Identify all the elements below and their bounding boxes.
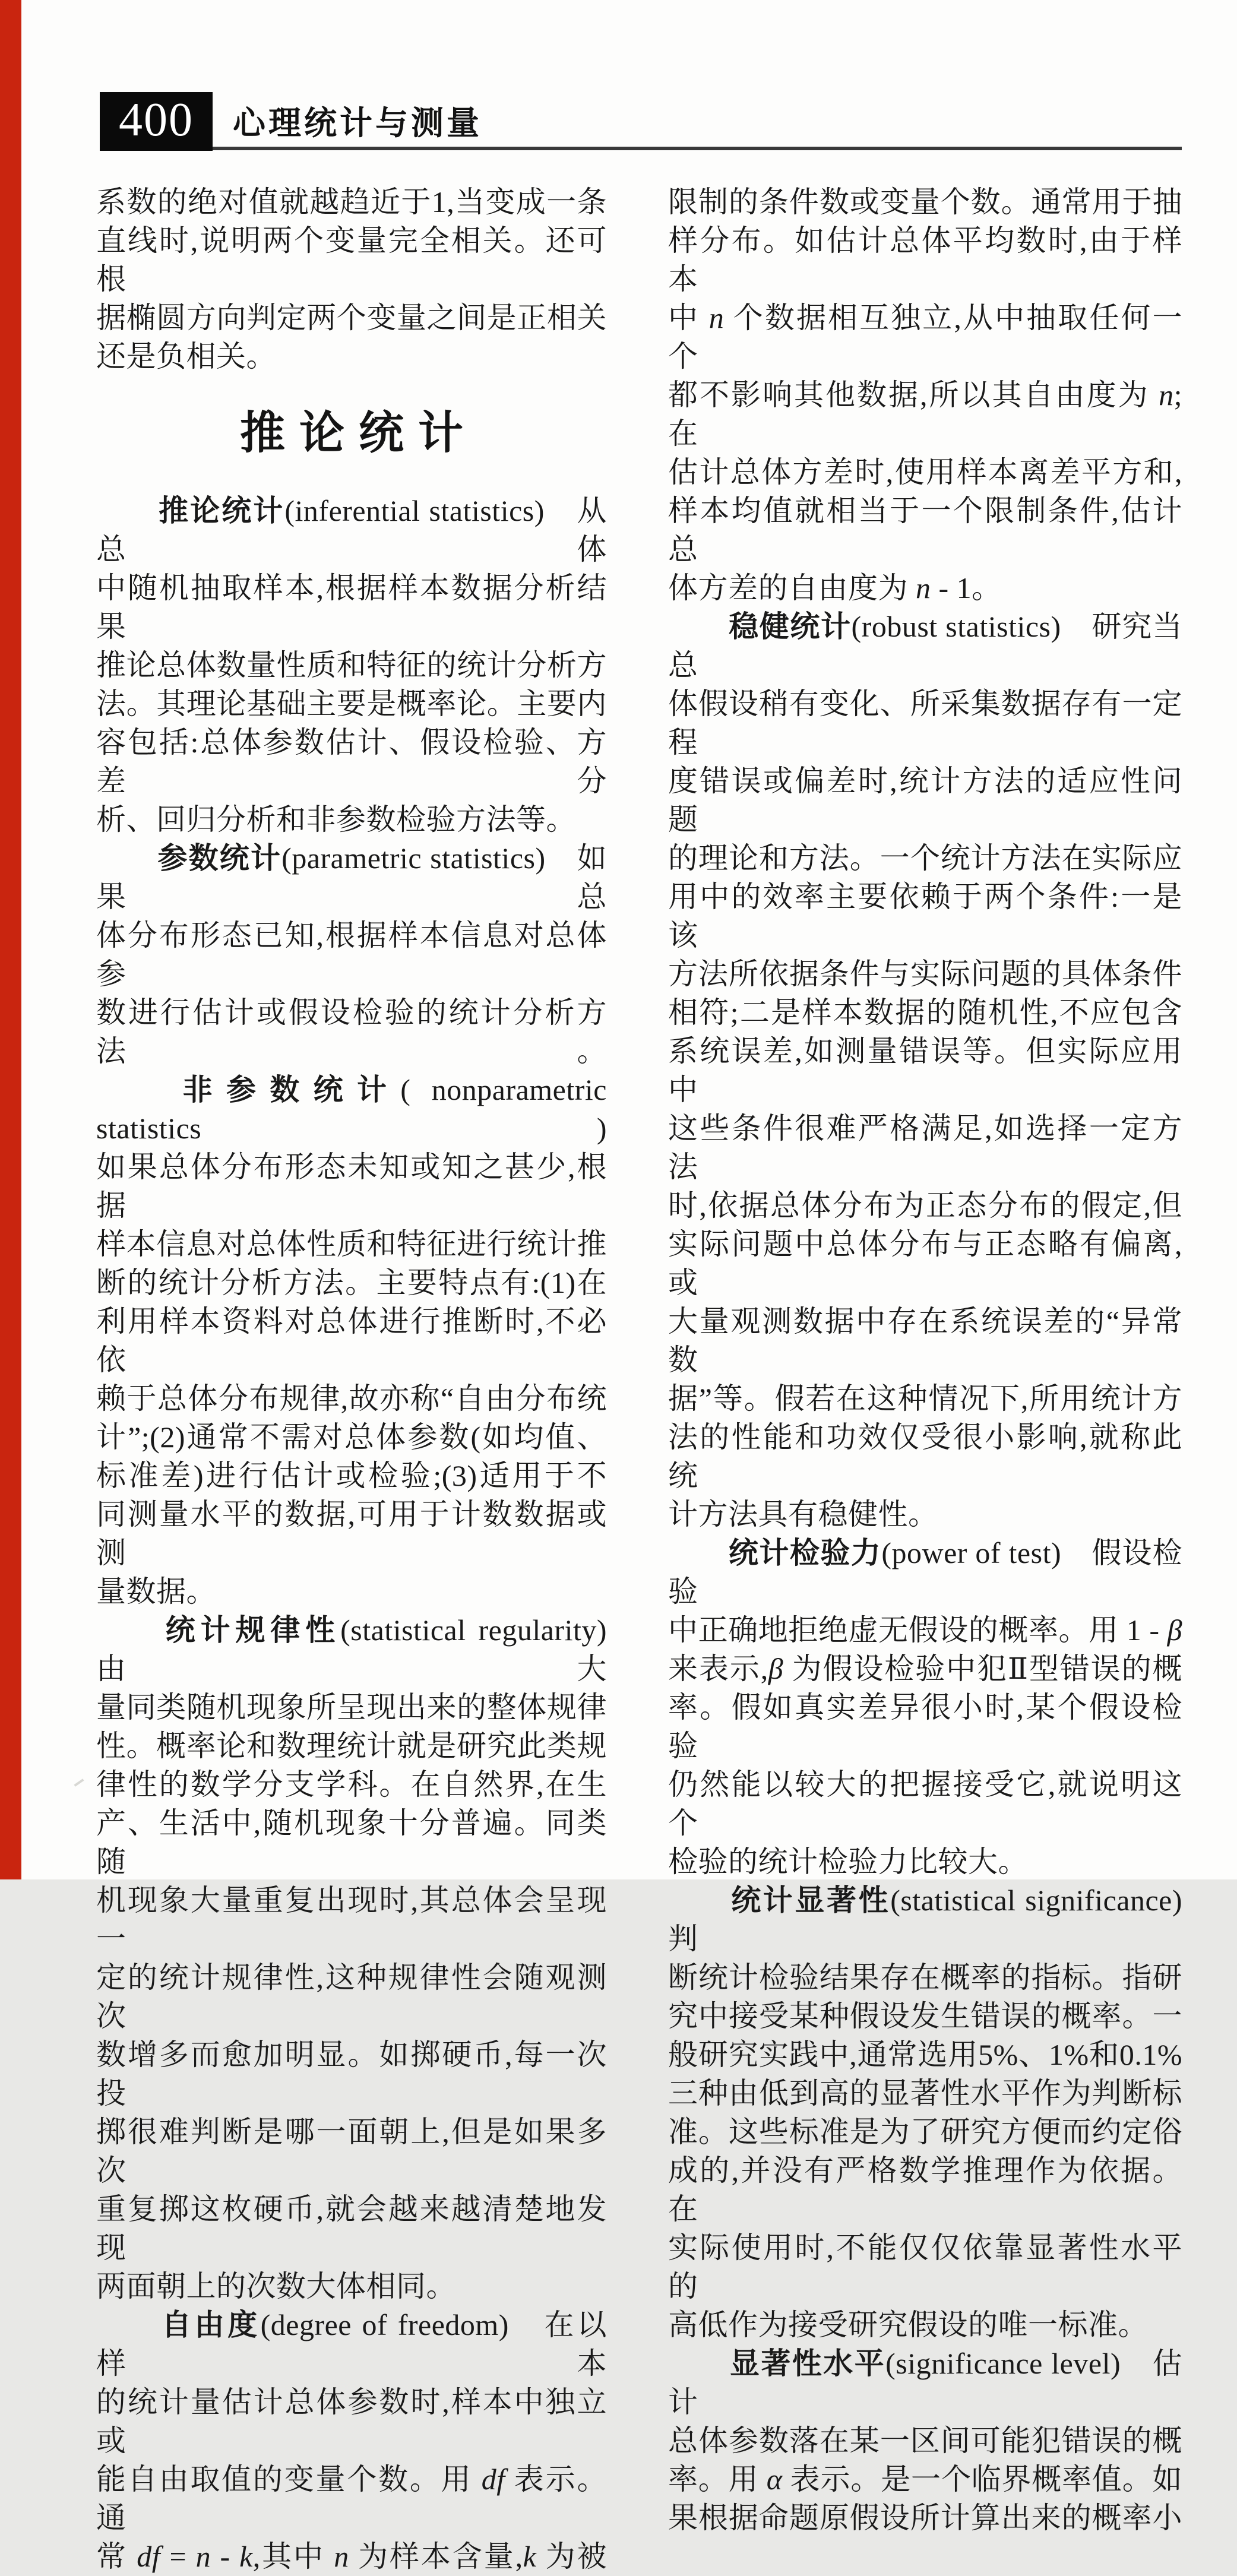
page-number: 400	[119, 94, 194, 146]
text-line: 计”;(2)通常不需对总体参数(如均值、	[96, 1420, 607, 1454]
text-line: 都不影响其他数据,所以其自由度为 n;在	[668, 378, 1182, 450]
text-line: 用中的效率主要依赖于两个条件:一是该	[668, 880, 1182, 952]
entry-term: 自由度	[162, 2308, 261, 2341]
text-line: 定的统计规律性,这种规律性会随观测次	[96, 1961, 607, 2033]
text-line: 率。用 α 表示。是一个临界概率值。如	[668, 2463, 1183, 2496]
text-line: 稳健统计(robust statistics) 研究当总	[668, 610, 1183, 682]
text-line: 中正确地拒绝虚无假设的概率。用 1 - β	[668, 1613, 1182, 1647]
text-line: 率。假如真实差异很小时,某个假设检验	[668, 1691, 1182, 1762]
text-line: 能自由取值的变量个数。用 df 表示。通	[96, 2463, 608, 2534]
text-line: 高低作为接受研究假设的唯一标准。	[668, 2308, 1148, 2341]
text-line: 显著性水平(significance level) 估计	[668, 2347, 1183, 2419]
page-number-badge	[100, 92, 213, 151]
text-line: 准。这些标准是为了研究方便而约定俗	[668, 2115, 1182, 2148]
text-line: 律性的数学分支学科。在自然界,在生	[96, 1768, 607, 1801]
text-line: 数增多而愈加明显。如掷硬币,每一次投	[96, 2038, 607, 2110]
text-line: 相符;二是样本数据的随机性,不应包含	[668, 996, 1182, 1029]
text-line: 析、回归分析和非参数检验方法等。	[96, 803, 576, 836]
entry-term: 显著性水平	[729, 2347, 886, 2380]
text-line: 般研究实践中,通常选用5%、1%和0.1%	[668, 2038, 1182, 2071]
text-line: 参数统计(parametric statistics) 如果总	[96, 841, 608, 913]
text-line: 样分布。如估计总体平均数时,由于样本	[668, 224, 1182, 296]
text-line: 容包括:总体参数估计、假设检验、方差分	[96, 726, 607, 798]
text-line: 的理论和方法。一个统计方法在实际应	[668, 841, 1182, 875]
text-line: 据”等。假若在这种情况下,所用统计方	[668, 1382, 1182, 1415]
entry-term: 稳健统计	[729, 610, 852, 643]
math-symbol: β	[768, 1652, 784, 1685]
text-line: 体分布形态已知,根据样本信息对总体参	[96, 919, 607, 990]
text-line: 检验的统计检验力比较大。	[668, 1845, 1028, 1878]
text-line: 赖于总体分布规律,故亦称“自由分布统	[96, 1382, 607, 1415]
text-line: 标准差)进行估计或检验;(3)适用于不	[96, 1459, 607, 1492]
entry-term: 统计显著性	[731, 1884, 891, 1917]
math-symbol: α	[766, 2463, 783, 2496]
text-line: 仍然能以较大的把握接受它,就说明这个	[668, 1768, 1182, 1840]
scan-artifact-tick	[74, 1778, 84, 1787]
left-edge-red-bar	[0, 0, 21, 1879]
text-line: 产、生活中,随机现象十分普遍。同类随	[96, 1806, 607, 1878]
text-line: 机现象大量重复出现时,其总体会呈现一	[96, 1884, 607, 1955]
text-line: 的统计量估计总体参数时,样本中独立或	[96, 2385, 607, 2457]
text-line: 推论总体数量性质和特征的统计分析方	[96, 648, 607, 682]
entry-term: 参数统计	[157, 841, 282, 875]
text-line: 来表示,β 为假设检验中犯Ⅱ型错误的概	[668, 1652, 1183, 1685]
math-symbol: β	[1167, 1613, 1182, 1647]
left-column	[96, 183, 637, 2576]
text-line: 中随机抽取样本,根据样本数据分析结果	[96, 571, 607, 643]
text-line: 量数据。	[96, 1575, 216, 1608]
text-line: 还是负相关。	[96, 340, 276, 373]
book-title: 心理统计与测量	[233, 105, 483, 141]
math-symbol: n	[1159, 378, 1174, 412]
text-line: 中 n 个数据相互独立,从中抽取任何一个	[668, 301, 1183, 373]
text-line: 三种由低到高的显著性水平作为判断标	[668, 2077, 1182, 2110]
math-symbol: df	[137, 2540, 161, 2573]
text-line: 断统计检验结果存在概率的指标。指研	[668, 1961, 1182, 1994]
text-line: 系数的绝对值就越趋近于1,当变成一条	[96, 185, 607, 219]
text-line: 推论统计(inferential statistics) 从总体	[96, 494, 608, 566]
text-line: 样本信息对总体性质和特征进行统计推	[96, 1227, 607, 1261]
math-symbol: n	[334, 2540, 349, 2573]
text-line: 成的,并没有严格数学推理作为依据。在	[668, 2154, 1182, 2226]
text-line: 直线时,说明两个变量完全相关。还可根	[96, 224, 607, 296]
text-line: 法的性能和功效仅受很小影响,就称此统	[668, 1420, 1182, 1492]
right-column	[668, 183, 1213, 2537]
text-line: 估计总体方差时,使用样本离差平方和,	[668, 455, 1182, 489]
text-line: 这些条件很难严格满足,如选择一定方法	[668, 1112, 1182, 1183]
entry-term: 非参数统计	[182, 1073, 401, 1106]
text-line: 度错误或偏差时,统计方法的适应性问题	[668, 764, 1182, 836]
header-rule	[213, 147, 1182, 150]
text-line: 统计规律性(statistical regularity) 由大	[96, 1613, 637, 1685]
text-line: 统计检验力(power of test) 假设检验	[668, 1536, 1183, 1608]
text-line: 重复掷这枚硬币,就会越来越清楚地发现	[96, 2192, 607, 2264]
entry-term: 推论统计	[159, 494, 285, 527]
entry-term: 统计检验力	[728, 1536, 882, 1569]
text-line: 总体参数落在某一区间可能犯错误的概	[668, 2424, 1182, 2457]
text-line: 果根据命题原假设所计算出来的概率小	[668, 2501, 1182, 2534]
text-line: 非参数统计( nonparametric statistics )	[96, 1073, 608, 1145]
text-line: 体假设稍有变化、所采集数据存有一定程	[668, 687, 1182, 759]
math-symbol: n	[916, 571, 931, 605]
text-line: 实际问题中总体分布与正态略有偏离,或	[668, 1227, 1182, 1299]
math-symbol: n	[708, 301, 725, 334]
text-line: 大量观测数据中存在系统误差的“异常数	[668, 1305, 1182, 1376]
math-symbol: n	[195, 2540, 211, 2573]
text-line: 掷很难判断是哪一面朝上,但是如果多次	[96, 2115, 607, 2187]
section-heading: 推论统计	[240, 409, 477, 458]
text-line: 断的统计分析方法。主要特点有:(1)在	[96, 1266, 607, 1299]
text-line: 限制的条件数或变量个数。通常用于抽	[668, 185, 1182, 219]
text-line: 方法所依据条件与实际问题的具体条件	[668, 957, 1182, 990]
text-line: 量同类随机现象所呈现出来的整体规律	[96, 1691, 607, 1724]
text-line: 法。其理论基础主要是概率论。主要内	[96, 687, 607, 720]
text-line: 统计显著性(statistical significance) 判	[668, 1884, 1213, 1955]
text-line: 自由度(degree of freedom) 在以样本	[96, 2308, 607, 2380]
text-line: 计方法具有稳健性。	[668, 1498, 938, 1531]
math-symbol: df	[481, 2463, 505, 2496]
text-line: 实际使用时,不能仅仅依靠显著性水平的	[668, 2231, 1182, 2303]
text-line: 同测量水平的数据,可用于计数数据或测	[96, 1498, 607, 1569]
text-line: 究中接受某种假设发生错误的概率。一	[668, 1999, 1182, 2033]
text-line: 两面朝上的次数大体相同。	[96, 2270, 456, 2303]
text-line: 据椭圆方向判定两个变量之间是正相关	[96, 301, 607, 334]
text-line: 性。概率论和数理统计就是研究此类规	[96, 1729, 607, 1762]
text-line: 数进行估计或假设检验的统计分析方法。	[96, 996, 607, 1068]
text-line: 时,依据总体分布为正态分布的假定,但	[668, 1189, 1182, 1222]
text-line: 样本均值就相当于一个限制条件,估计总	[668, 494, 1182, 566]
text-line: 如果总体分布形态未知或知之甚少,根据	[96, 1150, 607, 1222]
text-line: 体方差的自由度为 n - 1。	[668, 571, 1002, 605]
math-symbol: k	[523, 2540, 537, 2573]
text-line: 利用样本资料对总体进行推断时,不必依	[96, 1305, 607, 1376]
text-line: 常 df = n - k,其中 n 为样本含量,k 为被	[96, 2540, 608, 2573]
text-line: 系统误差,如测量错误等。但实际应用中	[668, 1034, 1182, 1106]
math-symbol: k	[239, 2540, 253, 2573]
entry-term: 统计规律性	[165, 1613, 341, 1647]
